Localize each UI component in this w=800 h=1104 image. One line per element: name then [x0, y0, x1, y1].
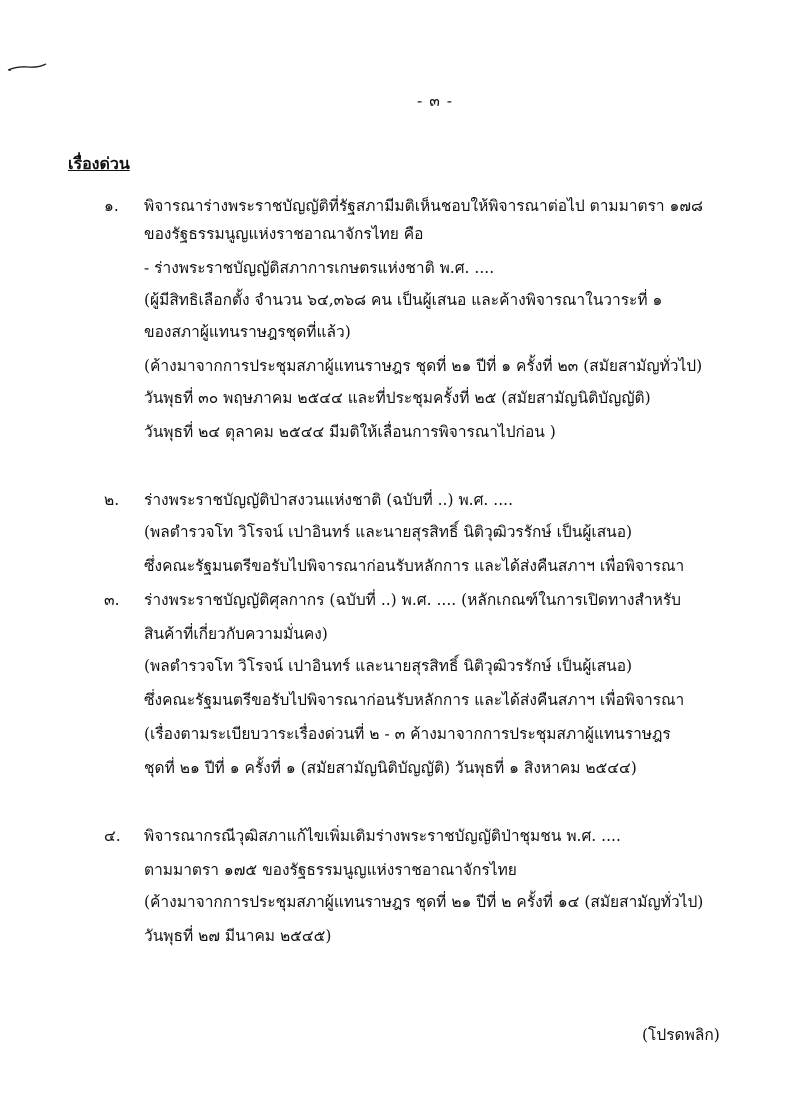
- item-line: (พลตำรวจโท วิโรจน์ เปาอินทร์ และนายสุรสิทธิ์ นิติวุฒิวรรักษ์ เป็นผู้เสนอ): [144, 657, 633, 675]
- item-line: (เรื่องตามระเบียบวาระเรื่องด่วนที่ ๒ - ๓ ค้างมาจากการประชุมสภาผู้แทนราษฎร: [144, 725, 671, 743]
- item-line: พิจารณาร่างพระราชบัญญัติที่รัฐสภามีมติเห็นชอบให้พิจารณาต่อไป ตามมาตรา ๑๗๘: [144, 197, 704, 215]
- item-line: พิจารณากรณีวุฒิสภาแก้ไขเพิ่มเติมร่างพระราชบัญญัติป่าชุมชน พ.ศ. ....: [144, 827, 621, 845]
- item-line: สินค้าที่เกี่ยวกับความมั่นคง): [144, 625, 328, 643]
- item-line: ของสภาผู้แทนราษฎรชุดที่แล้ว): [144, 323, 351, 341]
- item-line: วันพุธที่ ๒๔ ตุลาคม ๒๕๔๔ มีมติให้เลื่อนการพิจารณาไปก่อน ): [144, 423, 556, 441]
- item-line: (ค้างมาจากการประชุมสภาผู้แทนราษฎร ชุดที่ ๒๑ ปีที่ ๑ ครั้งที่ ๒๓ (สมัยสามัญทั่วไป): [144, 357, 703, 375]
- item-line: (พลตำรวจโท วิโรจน์ เปาอินทร์ และนายสุรสิทธิ์ นิติวุฒิวรรักษ์ เป็นผู้เสนอ): [144, 523, 633, 541]
- item-line: - ร่างพระราชบัญญัติสภาการเกษตรแห่งชาติ พ.ศ. ....: [144, 259, 495, 277]
- item-line: ร่างพระราชบัญญัติศุลกากร (ฉบับที่ ..) พ.ศ. .... (หลักเกณฑ์ในการเปิดทางสำหรับ: [144, 591, 682, 609]
- item-line: ของรัฐธรรมนูญแห่งราชอาณาจักรไทย คือ: [144, 225, 424, 243]
- section-heading: เรื่องด่วน: [68, 154, 130, 173]
- item-line: ร่างพระราชบัญญัติป่าสงวนแห่งชาติ (ฉบับที่ ..) พ.ศ. ....: [144, 491, 513, 509]
- item-number: ๒.: [104, 491, 120, 509]
- item-line: (ผู้มีสิทธิเลือกตั้ง จำนวน ๖๔,๓๖๘ คน เป็นผู้เสนอ และค้างพิจารณาในวาระที่ ๑: [144, 291, 663, 309]
- item-line: วันพุธที่ ๓๐ พฤษภาคม ๒๕๔๔ และที่ประชุมครั้งที่ ๒๕ (สมัยสามัญนิติบัญญัติ): [144, 389, 651, 407]
- item-line: ซึ่งคณะรัฐมนตรีขอรับไปพิจารณาก่อนรับหลักการ และได้ส่งคืนสภาฯ เพื่อพิจารณา: [144, 691, 685, 709]
- item-line: (ค้างมาจากการประชุมสภาผู้แทนราษฎร ชุดที่ ๒๑ ปีที่ ๒ ครั้งที่ ๑๔ (สมัยสามัญทั่วไป): [144, 893, 704, 911]
- item-number: ๔.: [104, 827, 121, 845]
- please-turn-over-note: (โปรดพลิก): [642, 1026, 720, 1044]
- scan-mark-icon: [6, 62, 48, 72]
- page-number: - ๓ -: [417, 92, 453, 110]
- item-line: ตามมาตรา ๑๗๕ ของรัฐธรรมนูญแห่งราชอาณาจักรไทย: [144, 861, 517, 879]
- item-number: ๓.: [104, 591, 120, 609]
- item-line: ชุดที่ ๒๑ ปีที่ ๑ ครั้งที่ ๑ (สมัยสามัญนิติบัญญัติ) วันพุธที่ ๑ สิงหาคม ๒๕๔๔): [144, 759, 637, 777]
- item-number: ๑.: [104, 197, 119, 215]
- item-line: ซึ่งคณะรัฐมนตรีขอรับไปพิจารณาก่อนรับหลักการ และได้ส่งคืนสภาฯ เพื่อพิจารณา: [144, 557, 685, 575]
- item-line: วันพุธที่ ๒๗ มีนาคม ๒๕๔๕): [144, 927, 332, 945]
